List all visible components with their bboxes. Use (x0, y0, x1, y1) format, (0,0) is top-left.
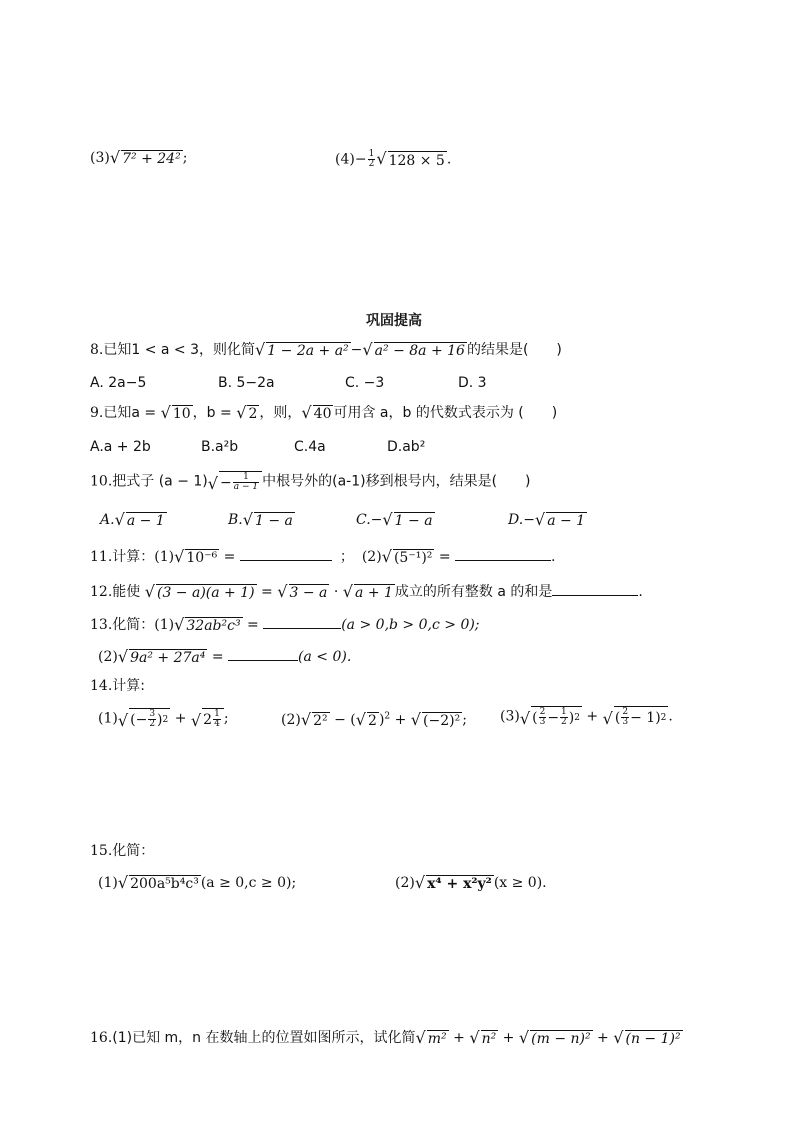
denominator: 3 (539, 717, 546, 727)
question-number: 12. (90, 584, 113, 600)
radical: √ (n − 1)² (613, 1028, 681, 1048)
answer-blank[interactable] (455, 548, 551, 561)
radicand: (−2)² (423, 713, 461, 730)
equals: = (434, 549, 456, 565)
option-d: D.ab² (387, 439, 426, 455)
question-text-tail: 的结果是( ) (466, 342, 562, 359)
answer-blank[interactable] (240, 548, 332, 561)
denominator: a − 1 (233, 482, 259, 492)
radical: √ − $\frac{1}{a - 1}$ (208, 471, 262, 492)
radical: √ 9a² + 27a⁴ (117, 646, 206, 666)
radical: √ (5⁻¹)² (381, 546, 433, 566)
radicand: 2² (313, 713, 328, 730)
radical: √ 1 − 2a + a² (255, 340, 349, 360)
part-label: (1) (98, 875, 118, 892)
radicand: a − 1 (547, 513, 586, 530)
radicand: 9a² + 27a⁴ (130, 650, 206, 666)
radicand: ( $\frac{2}{3}$ − 1 ) 2 (614, 707, 667, 727)
question-13-part-2 (98, 648, 351, 665)
radical: √ 2 (236, 403, 258, 423)
numerator: 3 (149, 709, 156, 719)
whole-part: 2 (203, 711, 213, 728)
radicand: 7² + 24² (122, 151, 181, 168)
radical: √ 32ab²c³ (174, 614, 241, 634)
option-c (356, 512, 435, 528)
radicand: 40 (313, 406, 332, 423)
question-14-part-3 (500, 706, 673, 727)
radicand (202, 708, 224, 729)
question-number: 15. (90, 843, 113, 859)
radicand: 3 − a (289, 585, 328, 601)
part-label: (2) (395, 875, 415, 892)
plus: + (170, 710, 191, 727)
punct: . (551, 549, 556, 565)
condition: (a < 0). (298, 649, 352, 665)
minus-one: − 1 (630, 709, 656, 726)
answer-blank[interactable] (228, 648, 298, 661)
question-15 (90, 844, 154, 858)
radical: √ n² (469, 1028, 497, 1048)
radical: √ 2² (300, 710, 328, 730)
question-text: (1)已知 m，n 在数轴上的位置如图所示，试化简 (112, 1030, 416, 1047)
option-a: A. 2a−5 (90, 375, 147, 391)
radicand: m² (427, 1031, 447, 1048)
radicand: (5⁻¹)² (393, 550, 433, 566)
answer-blank[interactable] (552, 583, 638, 596)
question-14-part-1 (98, 708, 229, 729)
radical: √ x⁴ + x²y² (414, 873, 492, 893)
denominator: 3 (622, 717, 629, 727)
radicand: (m − n)² (531, 1031, 591, 1048)
option-letter: B. (228, 512, 243, 529)
radical: √ 200a⁵b⁴c³ (117, 873, 199, 893)
radicand: a² − 8a + 16 (374, 343, 465, 360)
section-title: 巩固提高 (366, 313, 422, 329)
numerator: 1 (368, 149, 375, 159)
option-letter: A. (100, 512, 115, 529)
question-number: 9. (90, 405, 104, 422)
option-sign: − (370, 512, 383, 529)
radical: √ 7² + 24² (109, 148, 181, 168)
radicand: 10⁻⁶ (186, 550, 218, 566)
option-a (100, 512, 167, 528)
question-number: 11. (90, 549, 113, 565)
option-b: B.a²b (201, 439, 239, 455)
question-text: 已知1 < a < 3，则化简 (103, 342, 256, 359)
question-text: 化简： (112, 843, 155, 859)
equals: = (256, 584, 278, 600)
radicand: x⁴ + x²y² (427, 876, 492, 893)
part-label: (1) (154, 617, 175, 633)
plus: + (592, 1030, 614, 1047)
question-number: 14. (90, 678, 113, 694)
part-label: (1) (98, 710, 118, 727)
question-text-tail: 成立的所有整数 a 的和是 (394, 584, 553, 600)
problem-3 (90, 150, 187, 166)
radicand: n² (481, 1031, 497, 1048)
question-text: ，则， (259, 405, 302, 422)
part-label: (2) (281, 712, 301, 729)
option-a: A.a + 2b (90, 439, 151, 455)
radicand: a − 1 (126, 513, 165, 530)
radicand: ( − $\frac{3}{2}$ ) 2 (130, 709, 169, 729)
exponent: 2 (384, 711, 391, 722)
radical: √ a − 1 (534, 510, 586, 530)
option-b: B. 5−2a (218, 375, 275, 391)
option-letter: C. (356, 512, 371, 529)
question-15-part-1 (98, 875, 296, 891)
minus-sign: − (220, 474, 232, 491)
radicand: 200a⁵b⁴c³ (130, 876, 199, 893)
question-text: 把式子 (a − 1) (112, 473, 208, 490)
radical: √ 1 − a (242, 510, 293, 530)
question-number: 16. (90, 1030, 113, 1047)
option-c: C.4a (294, 439, 326, 455)
radical: √ (3 − a)(a + 1) (144, 581, 255, 601)
radical: √ (−2)² (410, 710, 461, 730)
option-c: C. −3 (345, 375, 385, 391)
problem-4-label: (4) (335, 151, 355, 168)
fraction (213, 710, 221, 729)
numerator: 2 (622, 707, 629, 717)
radical: √ 2 $\frac{1}{4}$ (191, 708, 224, 729)
plus: + (448, 1030, 470, 1047)
plus: + (498, 1030, 519, 1047)
multiply-dot: · (329, 584, 343, 600)
question-10 (90, 471, 531, 492)
radicand: 2 (368, 713, 377, 730)
radical: √ 10⁻⁶ (174, 546, 218, 566)
radical: √ 2 (355, 710, 377, 730)
radicand: 1 − 2a + a² (267, 343, 349, 360)
question-16 (90, 1030, 683, 1046)
problem-4 (335, 150, 451, 169)
radical: √ a² − 8a + 16 (362, 340, 465, 360)
equals: = (219, 549, 240, 565)
radical: √ ( $\frac{2}{3}$ − 1 ) 2 (602, 707, 667, 728)
option-sign: − (523, 512, 535, 529)
answer-blank[interactable] (263, 616, 341, 629)
minus: − (547, 709, 560, 726)
radical: √ 128 × 5 (376, 149, 445, 169)
question-12 (90, 583, 643, 600)
question-text-tail: 可用含 a，b 的代数式表示为 ( ) (333, 405, 558, 422)
denominator: 2 (561, 717, 567, 727)
radical: √ ( − $\frac{3}{2}$ ) 2 (117, 709, 169, 730)
plus: + (581, 708, 603, 725)
question-number: 13. (90, 617, 113, 633)
fraction (233, 473, 259, 492)
fraction (560, 708, 568, 727)
question-text: 已知a = (103, 405, 161, 422)
radical: √ 1 − a (382, 510, 433, 530)
radical: √ 10 (160, 403, 191, 423)
option-d: D. 3 (458, 375, 487, 391)
radical: √ 3 − a (277, 581, 328, 601)
punct: ; (223, 710, 229, 727)
question-text-tail: 中根号外的(a-1)移到根号内，结果是( ) (262, 473, 531, 490)
punct: . (668, 708, 673, 725)
denominator: 4 (214, 719, 220, 729)
question-text: 计算： (112, 549, 155, 565)
radical: √ m² (415, 1028, 447, 1048)
question-9 (90, 405, 557, 421)
part-label: (2) (361, 549, 382, 565)
denominator: 2 (368, 159, 375, 169)
radicand: (3 − a)(a + 1) (156, 585, 255, 601)
radicand: 1 − a (394, 513, 433, 530)
problem-3-label: (3) (90, 150, 110, 167)
plus: + (390, 712, 411, 729)
question-11 (90, 548, 556, 565)
separator: ； (339, 549, 354, 565)
radical: √ a − 1 (114, 510, 165, 530)
punct: . (446, 151, 452, 168)
equals: = (207, 649, 229, 665)
condition: (a ≥ 0,c ≥ 0); (200, 875, 297, 892)
question-text: 计算: (112, 678, 145, 694)
numerator: 1 (233, 473, 259, 483)
radicand: 10 (172, 406, 191, 423)
punct: ; (182, 150, 188, 167)
condition: (x ≥ 0). (493, 875, 547, 892)
minus-sign: − (350, 342, 363, 359)
radicand: ( $\frac{2}{3}$ − $\frac{1}{2}$ ) 2 (532, 707, 580, 727)
equals: = (242, 617, 264, 633)
fraction (368, 150, 376, 169)
question-15-part-2 (395, 875, 547, 891)
radicand: 1 − a (255, 513, 293, 530)
question-number: 8. (90, 342, 104, 359)
option-b (228, 512, 295, 528)
question-8 (90, 342, 562, 358)
question-14-part-2: (2) √ 2² − ( √ 2 )$^2$ + √ (−2)² ; (281, 710, 467, 730)
radicand: a + 1 (355, 585, 393, 601)
option-d (508, 512, 587, 528)
radicand: 2 (248, 406, 258, 423)
radicand (219, 471, 262, 492)
radical: √ (m − n)² (518, 1028, 591, 1048)
part-label: (1) (154, 549, 175, 565)
fraction (621, 708, 629, 727)
question-13 (90, 616, 480, 633)
option-letter: D. (508, 512, 524, 529)
radical: √ ( $\frac{2}{3}$ − $\frac{1}{2}$ ) 2 (519, 707, 580, 728)
question-text: 化简： (112, 617, 155, 633)
radical: √ 40 (301, 403, 332, 423)
numerator: 1 (561, 707, 567, 717)
question-number: 10. (90, 473, 113, 490)
radicand: (n − 1)² (625, 1031, 681, 1048)
fraction (148, 710, 156, 729)
punct: ; (462, 712, 467, 729)
minus: − (329, 712, 351, 729)
part-label: (2) (98, 649, 118, 665)
radical: √ a + 1 (342, 581, 393, 601)
question-14 (90, 679, 145, 693)
punct: . (638, 584, 643, 600)
question-text: ，b = (192, 405, 237, 422)
numerator: 2 (539, 707, 546, 717)
denominator: 2 (149, 719, 156, 729)
question-text: 能使 (112, 584, 145, 600)
minus-sign: − (135, 711, 148, 728)
radicand: 32ab²c³ (186, 618, 241, 634)
condition: (a > 0,b > 0,c > 0); (341, 617, 480, 633)
minus-sign: − (354, 151, 367, 168)
part-label: (3) (500, 708, 520, 725)
numerator: 1 (214, 709, 220, 719)
fraction (539, 708, 547, 727)
radicand: 128 × 5 (388, 152, 445, 169)
